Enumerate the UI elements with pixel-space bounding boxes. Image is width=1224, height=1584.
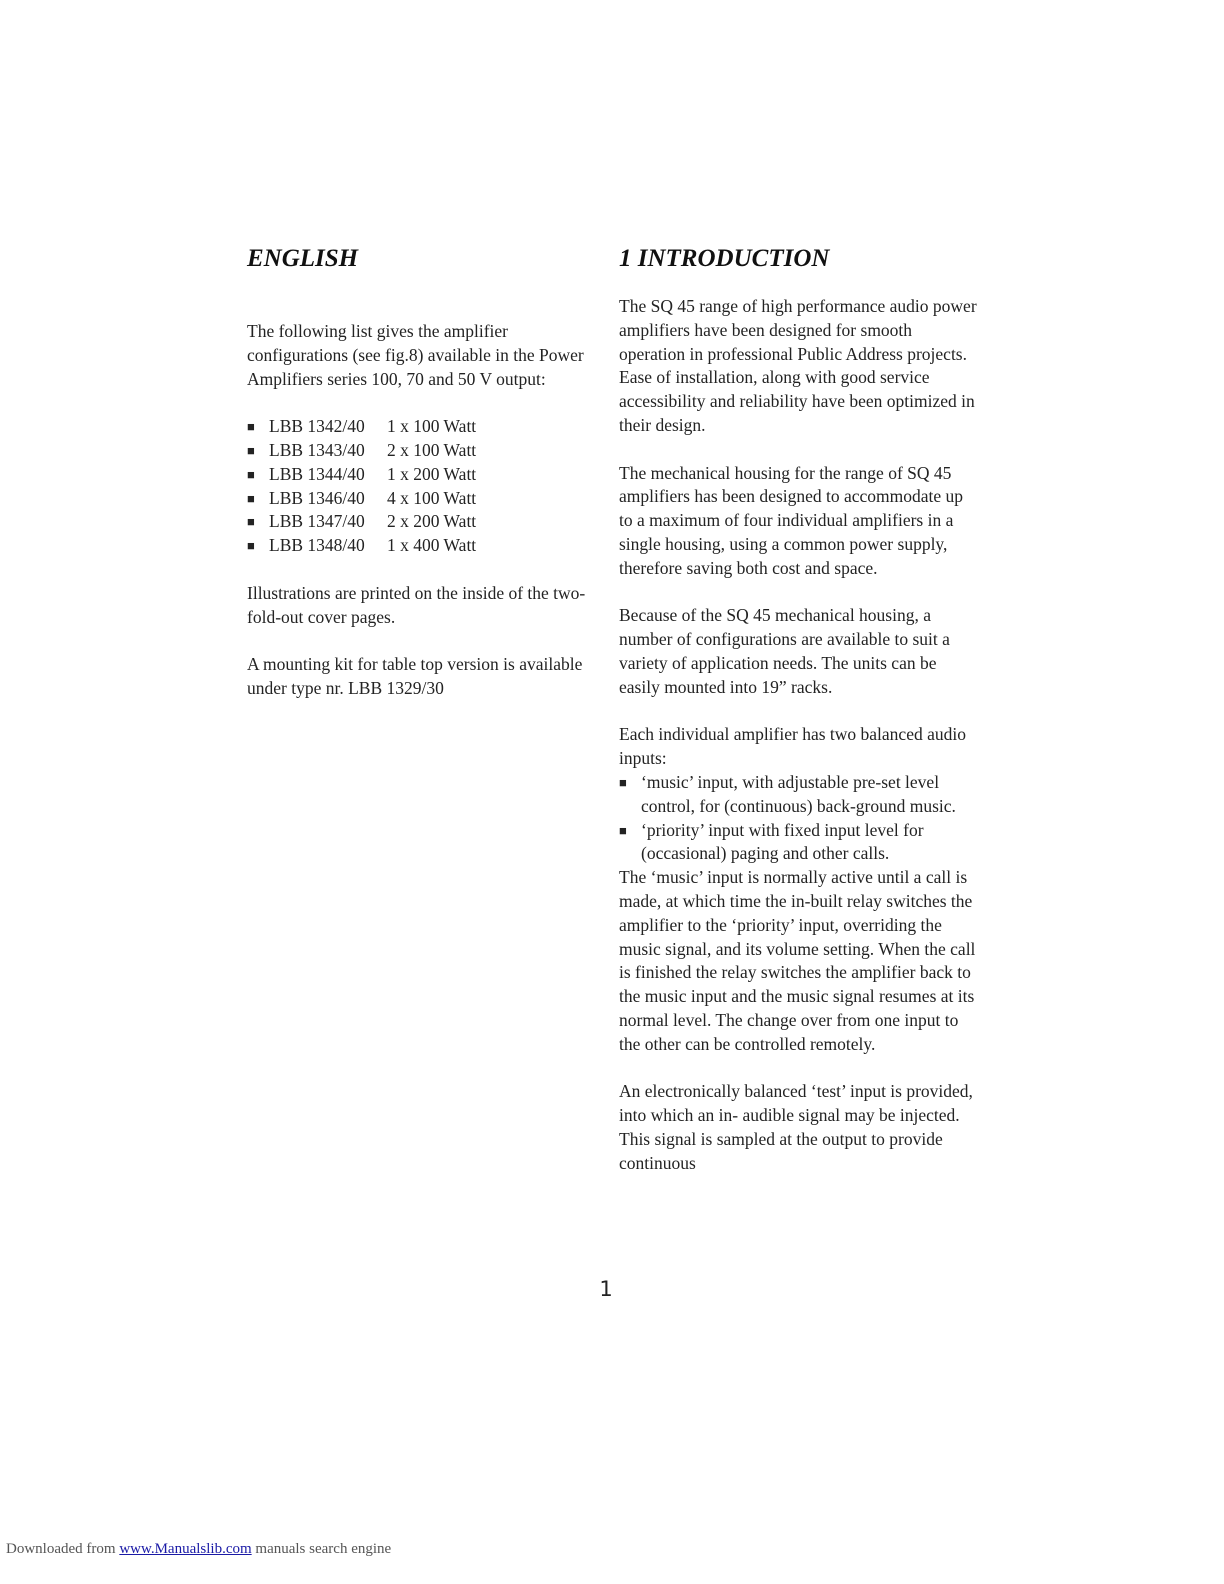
configurations-intro: The following list gives the amplifier configurations (see fig.8) available in the Power Amplifiers series 100, 70 and 50 V output: [247, 321, 584, 389]
model-code: LBB 1346/40 [269, 487, 365, 508]
left-column [247, 240, 597, 701]
music-input-text: ‘music’ input, with adjustable pre-set level control, for (continuous) back-ground music. [641, 771, 956, 816]
list-item [247, 415, 597, 439]
model-power: 1 x 200 Watt [387, 463, 477, 484]
bullet-icon: ■ [247, 419, 255, 435]
model-power: 2 x 100 Watt [387, 439, 477, 460]
page-number: 1 [599, 1277, 613, 1301]
manualslib-link[interactable]: www.Manualslib.com [119, 1541, 252, 1557]
model-power: 2 x 200 Watt [387, 511, 477, 532]
bullet-icon: ■ [619, 774, 627, 790]
list-item [247, 487, 597, 511]
section-heading: 1 INTRODUCTION [619, 245, 830, 272]
illustrations-note: Illustrations are printed on the inside of the two-fold-out cover pages. [247, 582, 586, 627]
footer-suffix: manuals search engine [255, 1541, 392, 1557]
list-item [619, 819, 979, 867]
bullet-icon: ■ [619, 822, 627, 838]
model-code: LBB 1347/40 [269, 511, 365, 532]
model-code: LBB 1344/40 [269, 463, 365, 484]
mounting-kit-note: A mounting kit for table top version is available under type nr. LBB 1329/30 [247, 654, 583, 698]
model-power: 4 x 100 Watt [387, 487, 477, 508]
download-footer [6, 1541, 391, 1558]
model-code: LBB 1348/40 [269, 535, 365, 556]
inputs-list [619, 771, 979, 866]
intro-paragraph: The SQ 45 range of high performance audio power amplifiers have been designed for smooth operation in professional Public Address projects. Ease of installation, along with good service accessibility and reliability have been optimized in their design. [619, 296, 977, 435]
list-item [247, 510, 597, 534]
model-list [247, 415, 597, 558]
list-item [619, 771, 979, 819]
priority-input-text: ‘priority’ input with fixed input level for (occasional) paging and other calls. [641, 819, 924, 864]
housing-paragraph: The mechanical housing for the range of SQ 45 amplifiers has been designed to accommodate up to a maximum of four individual amplifiers in a single housing, using a common power supply, therefore saving both cost and space. [619, 462, 964, 578]
list-item [247, 439, 597, 463]
footer-prefix: Downloaded from [6, 1541, 116, 1557]
bullet-icon: ■ [247, 538, 255, 554]
bullet-icon: ■ [247, 490, 255, 506]
language-heading: ENGLISH [247, 245, 359, 272]
model-code: LBB 1342/40 [269, 416, 365, 437]
model-power: 1 x 400 Watt [387, 535, 477, 556]
list-item [247, 463, 597, 487]
list-item [247, 534, 597, 558]
model-code: LBB 1343/40 [269, 439, 365, 460]
bullet-icon: ■ [247, 442, 255, 458]
bullet-icon: ■ [247, 466, 255, 482]
inputs-intro: Each individual amplifier has two balanced audio inputs: [619, 724, 966, 769]
configurations-paragraph: Because of the SQ 45 mechanical housing, a number of configurations are available to suit a variety of application needs. The units can be easily mounted into 19” racks. [619, 605, 950, 697]
model-power: 1 x 100 Watt [387, 416, 477, 437]
bullet-icon: ■ [247, 514, 255, 530]
test-input-paragraph: An electronically balanced ‘test’ input is provided, into which an in- audible signal may be injected. This signal is sampled at the output to provide continuous [619, 1081, 973, 1173]
relay-paragraph: The ‘music’ input is normally active until a call is made, at which time the in-built relay switches the amplifier to the ‘priority’ input, overriding the music signal, and its volume setting. When the call is finished the relay switches the amplifier back to the music input and the music signal resumes at its normal level. The change over from one input to the other can be controlled remotely. [619, 867, 976, 1054]
right-column [619, 240, 979, 1175]
